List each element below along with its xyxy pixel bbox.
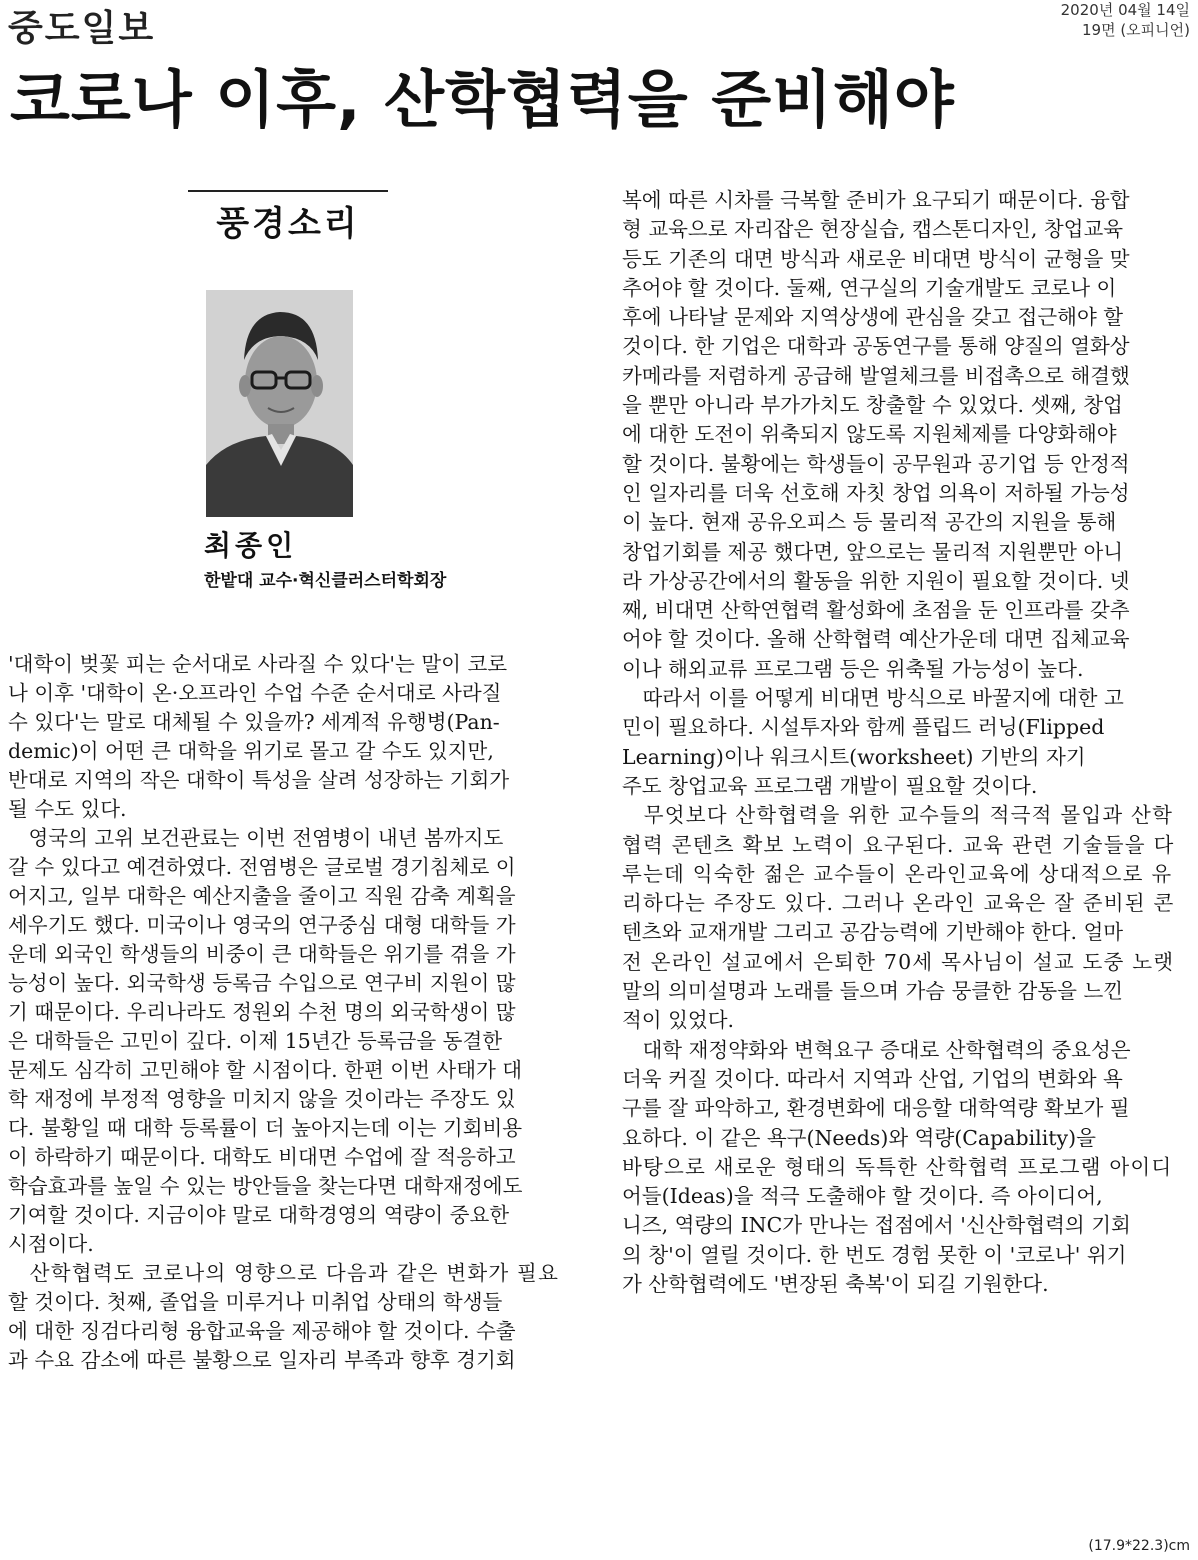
- body-text-line: 말의 의미설명과 노래를 들으며 가슴 뭉클한 감동을 느낀: [622, 979, 1124, 1004]
- body-text-line: 후에 나타날 문제와 지역상생에 관심을 갖고 접근해야 할: [622, 305, 1124, 330]
- body-text-line: 카메라를 저렴하게 공급해 발열체크를 비접촉으로 해결했: [622, 363, 1130, 388]
- body-text-line: 것이다. 한 기업은 대학과 공동연구를 통해 양질의 열화상: [622, 334, 1130, 359]
- body-text-line: 문제도 심각히 고민해야 할 시점이다. 한편 이번 사태가 대: [8, 1058, 523, 1082]
- body-text-line: 학 재정에 부정적 영향을 미치지 않을 것이라는 주장도 있: [8, 1087, 516, 1111]
- body-text-line: 리하다는 주장도 있다. 그러나 온라인 교육은 잘 준비된 콘: [622, 891, 1175, 916]
- body-text-line: 능성이 높다. 외국학생 등록금 수입으로 연구비 지원이 많: [8, 971, 516, 995]
- body-text-line: 산학협력도 코로나의 영향으로 다음과 같은 변화가 필요: [8, 1261, 560, 1285]
- body-text-line: 째, 비대면 산학연협력 활성화에 초점을 둔 인프라를 갖추: [622, 598, 1130, 623]
- body-text-line: 더욱 커질 것이다. 따라서 지역과 산업, 기업의 변화와 욕: [622, 1066, 1123, 1091]
- body-text-line: 바탕으로 새로운 형태의 독특한 산학협력 프로그램 아이디: [622, 1154, 1173, 1179]
- body-text-line: 갈 수 있다고 예견하였다. 전염병은 글로벌 경기침체로 이: [8, 855, 516, 879]
- body-text-line: 이 높다. 현재 공유오피스 등 물리적 공간의 지원을 통해: [622, 510, 1117, 535]
- author-photo: [206, 290, 353, 517]
- body-text-line: 추어야 할 것이다. 둘째, 연구실의 기술개발도 코로나 이: [622, 275, 1117, 300]
- headline: 코로나 이후, 산학협력을 준비해야: [10, 63, 955, 136]
- body-text-line: 대학 재정약화와 변혁요구 증대로 산학협력의 중요성은: [622, 1037, 1131, 1062]
- body-text-line: 어지고, 일부 대학은 예산지출을 줄이고 직원 감축 계획을: [8, 884, 516, 908]
- body-text-line: 복에 따른 시차를 극복할 준비가 요구되기 때문이다. 융합: [622, 188, 1130, 212]
- article-size-note: (17.9*22.3)cm: [1088, 1538, 1190, 1554]
- body-text-line: 주도 창업교육 프로그램 개발이 필요할 것이다.: [622, 773, 1038, 798]
- body-text-line: 다. 불황일 때 대학 등록률이 더 높아지는데 이는 기회비용: [8, 1116, 523, 1140]
- body-text-line: 될 수도 있다.: [8, 797, 127, 821]
- author-name: 최종인: [204, 529, 298, 562]
- body-text-line: 수 있다'는 말로 대체될 수 있을까? 세계적 유행병(Pan-: [8, 710, 500, 734]
- body-text-line: 등도 기존의 대면 방식과 새로운 비대면 방식이 균형을 맞: [622, 246, 1130, 271]
- body-text-line: 세우기도 했다. 미국이나 영국의 연구중심 대형 대학들 가: [8, 913, 516, 937]
- body-text-line: 과 수요 감소에 따른 불황으로 일자리 부족과 향후 경기회: [8, 1348, 516, 1372]
- body-text-line: 따라서 이를 어떻게 비대면 방식으로 바꿀지에 대한 고: [622, 686, 1124, 711]
- body-text-line: 텐츠와 교재개발 그리고 공감능력에 기반해야 한다. 얼마: [622, 920, 1124, 945]
- page-section: 19면 (오피니언): [1081, 21, 1190, 39]
- article-body-right-column: [622, 186, 1192, 1299]
- body-text-line: '대학이 벚꽃 피는 순서대로 사라질 수 있다'는 말이 코로: [8, 652, 508, 676]
- body-text-line: 학습효과를 높일 수 있는 방안들을 찾는다면 대학재정에도: [8, 1174, 523, 1198]
- body-text-line: 이나 해외교류 프로그램 등은 위축될 가능성이 높다.: [622, 656, 1084, 681]
- body-text-line: 구를 잘 파악하고, 환경변화에 대응할 대학역량 확보가 필: [622, 1096, 1130, 1121]
- body-text-line: 을 뿐만 아니라 부가가치도 창출할 수 있었다. 셋째, 창업: [622, 393, 1123, 418]
- body-text-line: 할 것이다. 불황에는 학생들이 공무원과 공기업 등 안정적: [622, 451, 1130, 476]
- body-text-line: 루는데 익숙한 젊은 교수들이 온라인교육에 상대적으로 유: [622, 861, 1173, 886]
- body-text-line: 어야 할 것이다. 올해 산학협력 예산가운데 대면 집체교육: [622, 627, 1130, 652]
- body-text-line: 의 창'이 열릴 것이다. 한 번도 경험 못한 이 '코로나' 위기: [622, 1242, 1127, 1267]
- article-body-left-column: [8, 650, 580, 1375]
- body-text-line: 이 하락하기 때문이다. 대학도 비대면 수업에 잘 적응하고: [8, 1145, 516, 1169]
- body-text-line: Learning)이나 워크시트(worksheet) 기반의 자기: [622, 744, 1086, 769]
- body-text-line: demic)이 어떤 큰 대학을 위기로 몰고 갈 수도 있지만,: [8, 739, 494, 763]
- body-text-line: 반대로 지역의 작은 대학이 특성을 살려 성장하는 기회가: [8, 768, 510, 792]
- body-text-line: 니즈, 역량의 INC가 만나는 접점에서 '신산학협력의 기회: [622, 1213, 1131, 1238]
- author-portrait-image: [206, 290, 353, 517]
- body-text-line: 에 대한 징검다리형 융합교육을 제공해야 할 것이다. 수출: [8, 1319, 516, 1343]
- body-text-line: 나 이후 '대학이 온·오프라인 수업 수준 순서대로 사라질: [8, 681, 502, 705]
- body-text-line: 창업기회를 제공 했다면, 앞으로는 물리적 지원뿐만 아니: [622, 539, 1124, 564]
- body-text-line: 에 대한 도전이 위축되지 않도록 지원체제를 다양화해야: [622, 422, 1117, 447]
- body-text-line: 민이 필요하다. 시설투자와 함께 플립드 러닝(Flipped: [622, 715, 1105, 740]
- author-title: 한밭대 교수·혁신클러스터학회장: [204, 571, 447, 591]
- body-text-line: 기 때문이다. 우리나라도 정원외 수천 명의 외국학생이 많: [8, 1000, 516, 1024]
- column-title-rule: [188, 190, 388, 192]
- body-text-line: 시점이다.: [8, 1232, 94, 1256]
- body-text-line: 인 일자리를 더욱 선호해 자칫 창업 의욕이 저하될 가능성: [622, 480, 1130, 505]
- publication-date: 2020년 04월 14일: [1060, 1, 1190, 19]
- body-text-line: 전 온라인 설교에서 은퇴한 70세 목사님이 설교 도중 노랫: [622, 949, 1175, 974]
- body-text-line: 요하다. 이 같은 욕구(Needs)와 역량(Capability)을: [622, 1125, 1096, 1150]
- body-text-line: 영국의 고위 보건관료는 이번 전염병이 내년 봄까지도: [8, 826, 504, 850]
- body-text-line: 어들(Ideas)을 적극 도출해야 할 것이다. 즉 아이디어,: [622, 1184, 1103, 1209]
- body-text-line: 협력 콘텐츠 확보 노력이 요구된다. 교육 관련 기술들을 다: [622, 832, 1175, 857]
- body-text-line: 은 대학들은 고민이 깊다. 이제 15년간 등록금을 동결한: [8, 1029, 503, 1053]
- body-text-line: 형 교육으로 자리잡은 현장실습, 캡스톤디자인, 창업교육: [622, 217, 1124, 242]
- body-text-line: 적이 있었다.: [622, 1008, 735, 1033]
- body-text-line: 가 산학협력에도 '변장된 축복'이 되길 기원한다.: [622, 1271, 1049, 1296]
- body-text-line: 무엇보다 산학협력을 위한 교수들의 적극적 몰입과 산학: [622, 803, 1174, 828]
- body-text-line: 할 것이다. 첫째, 졸업을 미루거나 미취업 상태의 학생들: [8, 1290, 503, 1314]
- body-text-line: 운데 외국인 학생들의 비중이 큰 대학들은 위기를 겪을 가: [8, 942, 516, 966]
- body-text-line: 라 가상공간에서의 활동을 위한 지원이 필요할 것이다. 넷: [622, 568, 1130, 593]
- masthead: 중도일보: [8, 8, 156, 49]
- body-text-line: 기여할 것이다. 지금이야 말로 대학경영의 역량이 중요한: [8, 1203, 510, 1227]
- dateline: [1061, 0, 1190, 40]
- column-title: 풍경소리: [216, 204, 360, 244]
